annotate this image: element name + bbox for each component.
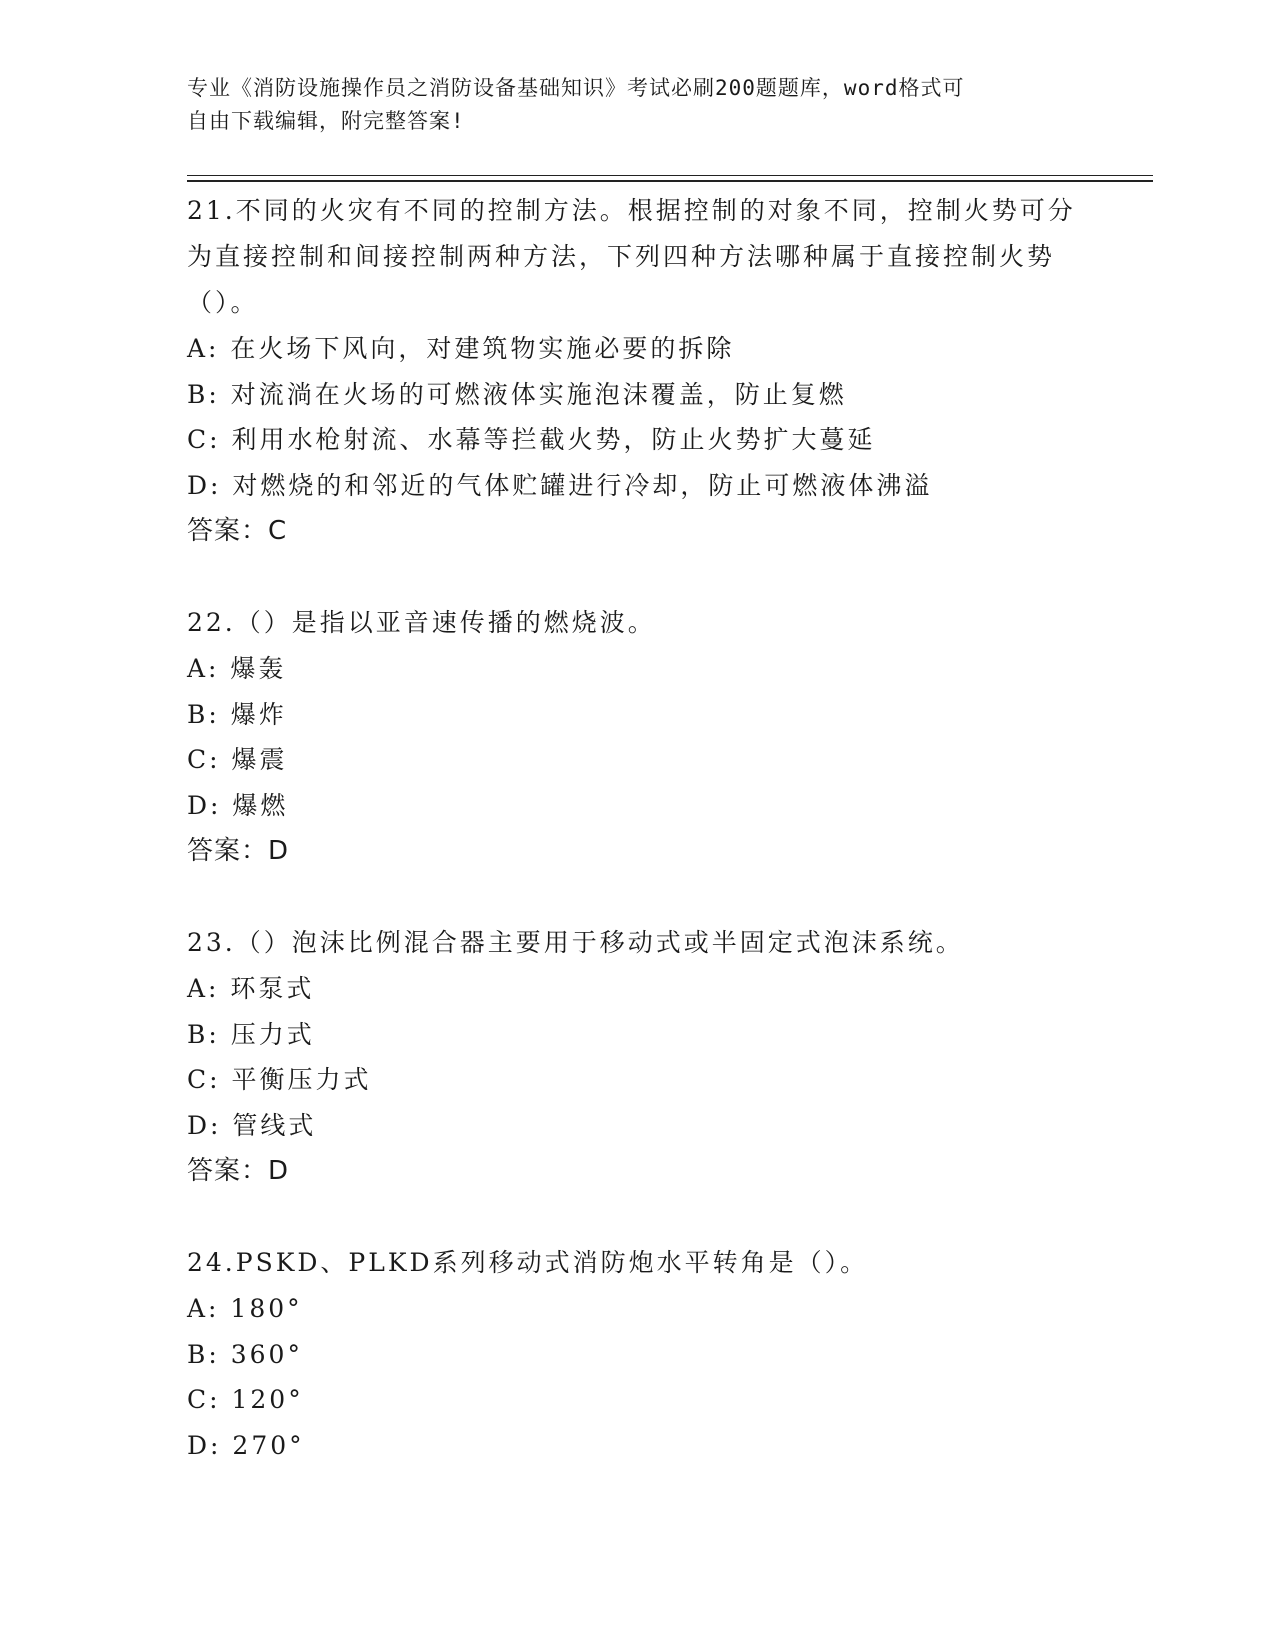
option-c: C: 利用水枪射流、水幕等拦截火势，防止火势扩大蔓延: [187, 425, 876, 454]
option-a: A: 在火场下风向，对建筑物实施必要的拆除: [187, 334, 735, 363]
question-21: [187, 188, 1087, 554]
answer: 答案：C: [187, 516, 288, 546]
header-rule-thick: [187, 180, 1153, 182]
question-23: [187, 920, 1087, 1194]
question-stem: 23.（）泡沫比例混合器主要用于移动式或半固定式泡沫系统。: [187, 928, 964, 957]
header-line-2: 自由下载编辑，附完整答案!: [187, 109, 465, 133]
answer: 答案：D: [187, 836, 290, 866]
option-d: D: 管线式: [187, 1110, 317, 1140]
option-d: D: 270°: [187, 1430, 305, 1460]
header-line-1: 专业《消防设施操作员之消防设备基础知识》考试必刷200题题库，word格式可: [187, 76, 965, 100]
option-b: B: 爆炸: [187, 699, 287, 729]
spacer: [187, 1194, 1087, 1240]
option-b: B: 压力式: [187, 1019, 315, 1049]
option-d: D: 对燃烧的和邻近的气体贮罐进行冷却，防止可燃液体沸溢: [187, 470, 933, 500]
option-c: C: 120°: [187, 1385, 304, 1414]
question-24: [187, 1240, 1087, 1468]
option-c: C: 平衡压力式: [187, 1065, 372, 1094]
question-list: [187, 188, 1087, 1468]
option-b: B: 对流淌在火场的可燃液体实施泡沫覆盖，防止复燃: [187, 379, 847, 409]
question-stem: 21.不同的火灾有不同的控制方法。根据控制的对象不同，控制火势可分为直接控制和间接控制两种方法，下列四种方法哪种属于直接控制火势（）。: [187, 196, 1076, 317]
option-a: A: 环泵式: [187, 974, 315, 1003]
spacer: [187, 554, 1087, 600]
option-c: C: 爆震: [187, 745, 288, 774]
document-header: [187, 72, 1067, 138]
option-a: A: 爆轰: [187, 654, 287, 683]
option-b: B: 360°: [187, 1339, 303, 1369]
option-a: A: 180°: [187, 1294, 303, 1323]
option-d: D: 爆燃: [187, 790, 289, 820]
question-stem: 22.（）是指以亚音速传播的燃烧波。: [187, 608, 656, 637]
answer: 答案：D: [187, 1156, 290, 1186]
spacer: [187, 874, 1087, 920]
question-22: [187, 600, 1087, 874]
question-stem: 24.PSKD、PLKD系列移动式消防炮水平转角是（）。: [187, 1248, 869, 1277]
header-rule-thin: [187, 175, 1153, 176]
